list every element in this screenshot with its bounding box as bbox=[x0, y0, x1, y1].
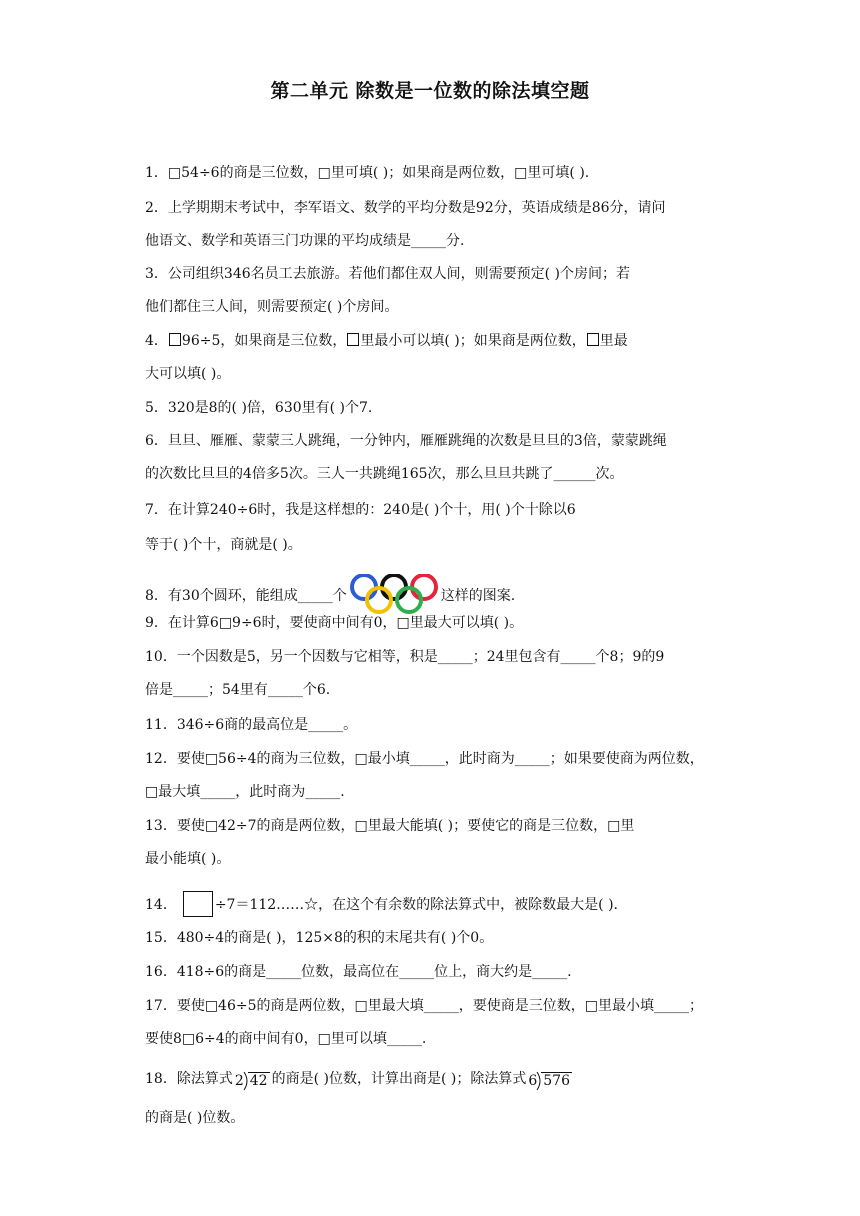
long-division-divisor: 2 bbox=[234, 1073, 244, 1089]
question-12-line-2: □最大填_____，此时商为_____. bbox=[145, 784, 345, 800]
question-13-line-1: 13．要使□42÷7的商是两位数，□里最大能填( )；要使它的商是三位数，□里 bbox=[145, 818, 635, 834]
question-7-line-1: 7．在计算240÷6时，我是这样想的：240是( )个十，用( )个十除以6 bbox=[145, 502, 576, 518]
question-14-number: 14． bbox=[145, 897, 177, 913]
question-14 bbox=[145, 891, 720, 917]
long-division-divisor: 6 bbox=[528, 1073, 538, 1089]
question-18-line-2: 的商是( )位数。 bbox=[145, 1110, 245, 1126]
question-2-line-2: 他语文、数学和英语三门功课的平均成绩是_____分. bbox=[145, 233, 465, 249]
question-2-line-1: 2．上学期期末考试中，李军语文、数学的平均分数是92分，英语成绩是86分，请问 bbox=[145, 200, 666, 216]
question-12-line-1: 12．要使□56÷4的商为三位数，□最小填_____，此时商为_____；如果要使商为两位数， bbox=[145, 751, 704, 767]
question-8-text-a: 8．有30个圆环，能组成_____个 bbox=[145, 588, 347, 604]
question-3-line-2: 他们都住三人间，则需要预定( )个房间。 bbox=[145, 299, 399, 315]
question-4-line-1 bbox=[145, 333, 720, 349]
page-title: 第二单元 除数是一位数的除法填空题 bbox=[270, 80, 590, 102]
division-bracket-icon bbox=[243, 1071, 251, 1091]
question-4-text-c: 里最 bbox=[599, 333, 628, 349]
question-10-line-2: 倍是_____；54里有_____个6. bbox=[145, 682, 331, 698]
question-17-line-1: 17．要使□46÷5的商是两位数，□里最大填_____，要使商是三位数，□里最小填_____； bbox=[145, 998, 703, 1014]
long-division-sign bbox=[528, 1073, 572, 1089]
question-8 bbox=[145, 574, 720, 614]
long-division-sign bbox=[235, 1073, 270, 1089]
question-1: 1．□54÷6的商是三位数，□里可填( )；如果商是两位数，□里可填( ). bbox=[145, 165, 590, 181]
question-4-line-2: 大可以填( )。 bbox=[145, 366, 231, 382]
blank-square-icon bbox=[587, 333, 599, 346]
question-9: 9．在计算6□9÷6时，要使商中间有0，□里最大可以填( )。 bbox=[145, 615, 524, 631]
question-3-line-1: 3．公司组织346名员工去旅游。若他们都住双人间，则需要预定( )个房间；若 bbox=[145, 266, 631, 282]
question-5: 5．320是8的( )倍，630里有( )个7. bbox=[145, 400, 373, 416]
question-18-text-a: 18．除法算式 bbox=[145, 1071, 233, 1087]
question-13-line-2: 最小能填( )。 bbox=[145, 851, 231, 867]
question-18-text-b: 的商是( )位数，计算出商是( )；除法算式 bbox=[271, 1071, 527, 1087]
question-6-line-1: 6．旦旦、雁雁、蒙蒙三人跳绳，一分钟内，雁雁跳绳的次数是旦旦的3倍，蒙蒙跳绳 bbox=[145, 433, 667, 449]
question-7-line-2: 等于( )个十，商就是( )。 bbox=[145, 537, 302, 553]
answer-box bbox=[183, 891, 213, 917]
long-division-dividend: 42 bbox=[249, 1073, 268, 1089]
question-10-line-1: 10．一个因数是5，另一个因数与它相等，积是_____；24里包含有_____个8；9的9 bbox=[145, 649, 665, 665]
question-8-text-b: 这样的图案. bbox=[440, 588, 516, 604]
division-bracket-icon bbox=[536, 1071, 544, 1091]
question-4-text-b: 里最小可以填( )；如果商是两位数， bbox=[360, 333, 586, 349]
question-6-line-2: 的次数比旦旦的4倍多5次。三人一共跳绳165次，那么旦旦共跳了______次。 bbox=[145, 466, 624, 482]
question-4-number: 4． bbox=[145, 333, 168, 349]
question-18-line-1 bbox=[145, 1071, 720, 1089]
question-16: 16．418÷6的商是_____位数，最高位在_____位上，商大约是_____. bbox=[145, 964, 572, 980]
long-division-dividend: 576 bbox=[543, 1073, 570, 1089]
blank-square-icon bbox=[169, 333, 181, 346]
blank-square-icon bbox=[347, 333, 359, 346]
question-15: 15．480÷4的商是( )，125×8的积的末尾共有( )个0。 bbox=[145, 930, 494, 946]
question-14-text: ÷7＝112……☆，在这个有余数的除法算式中，被除数最大是( ). bbox=[214, 897, 619, 913]
olympic-rings-icon bbox=[347, 574, 441, 614]
question-4-text-a: 96÷5，如果商是三位数， bbox=[181, 333, 347, 349]
question-11: 11．346÷6商的最高位是_____。 bbox=[145, 717, 358, 733]
question-17-line-2: 要使8□6÷4的商中间有0，□里可以填_____. bbox=[145, 1031, 427, 1047]
